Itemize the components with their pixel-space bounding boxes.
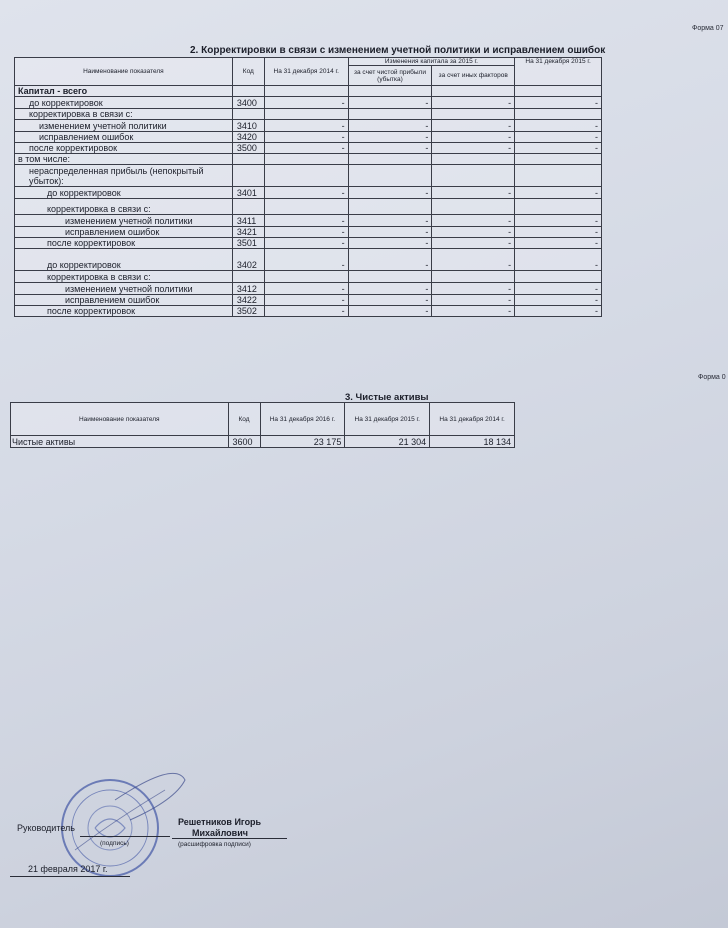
s3-header-name: Наименование показателя [11, 403, 229, 436]
row-name: в том числе: [15, 154, 233, 165]
form-label-mid: Форма 0 [698, 374, 726, 381]
row-value: - [348, 132, 432, 143]
row-code: 3411 [232, 215, 264, 227]
row-value: - [264, 306, 348, 317]
row-value: - [515, 143, 602, 154]
row-value: - [515, 97, 602, 109]
row-value: - [432, 215, 515, 227]
row-value: - [432, 306, 515, 317]
net-assets-2015: 21 304 [345, 436, 430, 448]
row-value [264, 165, 348, 187]
row-value [264, 109, 348, 120]
row-value: - [515, 187, 602, 199]
signature-caption: (подпись) [100, 840, 129, 847]
row-name: до корректировок [15, 249, 233, 271]
row-code [232, 109, 264, 120]
s3-header-2015: На 31 декабря 2015 г. [345, 403, 430, 436]
row-value [348, 154, 432, 165]
row-value [515, 109, 602, 120]
signature-role: Руководитель [17, 823, 75, 833]
row-value: - [432, 97, 515, 109]
row-value: - [515, 283, 602, 295]
row-value [348, 271, 432, 283]
row-value: - [264, 249, 348, 271]
row-value: - [264, 215, 348, 227]
row-value: - [264, 97, 348, 109]
table-row [15, 132, 602, 143]
header-date2: На 31 декабря 2015 г. [515, 58, 602, 86]
row-value: - [264, 143, 348, 154]
row-value [515, 271, 602, 283]
row-value [515, 165, 602, 187]
row-value: - [348, 295, 432, 306]
row-value: - [348, 143, 432, 154]
table-row [15, 227, 602, 238]
row-code: 3400 [232, 97, 264, 109]
table-row [15, 86, 602, 97]
row-code [232, 86, 264, 97]
row-value [348, 165, 432, 187]
row-value: - [432, 283, 515, 295]
row-value: - [515, 215, 602, 227]
row-value [264, 154, 348, 165]
name-line [172, 838, 287, 839]
signature-line [80, 836, 170, 837]
row-code [232, 154, 264, 165]
table-row [15, 154, 602, 165]
row-value [264, 199, 348, 215]
section2-title: 2. Корректировки в связи с изменением учетной политики и исправлением ошибок [190, 45, 606, 56]
row-value: - [348, 120, 432, 132]
header-date1: На 31 декабря 2014 г. [264, 58, 348, 86]
table-row [15, 97, 602, 109]
row-value: - [348, 227, 432, 238]
row-value [348, 86, 432, 97]
row-value: - [432, 238, 515, 249]
table-row [15, 283, 602, 295]
row-code: 3401 [232, 187, 264, 199]
row-value: - [348, 238, 432, 249]
row-value [432, 271, 515, 283]
row-name: исправлением ошибок [15, 132, 233, 143]
table-row [15, 238, 602, 249]
row-code [232, 199, 264, 215]
row-value [432, 86, 515, 97]
signatory-name-line1: Решетников Игорь [178, 817, 262, 827]
row-name: корректировка в связи с: [15, 199, 233, 215]
row-value [515, 86, 602, 97]
row-value: - [264, 187, 348, 199]
table-row [11, 436, 515, 448]
row-name: после корректировок [15, 238, 233, 249]
s3-header-2016: На 31 декабря 2016 г. [260, 403, 345, 436]
row-code [232, 165, 264, 187]
date-line [10, 876, 130, 877]
net-assets-2014: 18 134 [430, 436, 515, 448]
row-code [232, 271, 264, 283]
row-value: - [432, 143, 515, 154]
table-row [15, 306, 602, 317]
row-value: - [348, 283, 432, 295]
row-code: 3420 [232, 132, 264, 143]
row-value: - [515, 306, 602, 317]
row-value: - [432, 295, 515, 306]
row-name: исправлением ошибок [15, 227, 233, 238]
row-code: 3502 [232, 306, 264, 317]
row-value: - [515, 249, 602, 271]
row-value: - [515, 295, 602, 306]
row-value: - [264, 283, 348, 295]
row-value: - [432, 187, 515, 199]
table-row [15, 295, 602, 306]
row-value [432, 154, 515, 165]
row-value [432, 165, 515, 187]
net-assets-name: Чистые активы [11, 436, 229, 448]
row-name: изменением учетной политики [15, 215, 233, 227]
row-value [348, 199, 432, 215]
table-row [15, 215, 602, 227]
row-value: - [348, 97, 432, 109]
table-row [15, 199, 602, 215]
row-name: нераспределенная прибыль (непокрытый убыток): [15, 165, 233, 187]
s3-header-code: Код [228, 403, 260, 436]
row-name: Капитал - всего [15, 86, 233, 97]
row-code: 3501 [232, 238, 264, 249]
header-code: Код [232, 58, 264, 86]
row-value: - [264, 132, 348, 143]
row-value: - [515, 132, 602, 143]
row-value [515, 154, 602, 165]
row-name: изменением учетной политики [15, 120, 233, 132]
name-caption: (расшифровка подписи) [178, 841, 251, 848]
header-changes: Изменения капитала за 2015 г. [348, 58, 515, 66]
signature-date: 21 февраля 2017 г. [28, 864, 108, 874]
row-name: до корректировок [15, 187, 233, 199]
row-value: - [348, 215, 432, 227]
row-name: до корректировок [15, 97, 233, 109]
row-value [432, 109, 515, 120]
row-value: - [515, 227, 602, 238]
corrections-table [14, 57, 602, 317]
row-name: корректировка в связи с: [15, 109, 233, 120]
net-assets-table [10, 402, 515, 448]
row-value: - [348, 249, 432, 271]
row-value [348, 109, 432, 120]
section3-title: 3. Чистые активы [345, 392, 429, 403]
row-value: - [348, 306, 432, 317]
row-value: - [515, 238, 602, 249]
row-value [515, 199, 602, 215]
row-name: изменением учетной политики [15, 283, 233, 295]
table-row [15, 187, 602, 199]
row-value [432, 199, 515, 215]
net-assets-2016: 23 175 [260, 436, 345, 448]
row-code: 3410 [232, 120, 264, 132]
row-value: - [432, 132, 515, 143]
row-name: корректировка в связи с: [15, 271, 233, 283]
header-profit: за счет чистой прибыли (убытка) [348, 66, 432, 86]
row-value: - [264, 120, 348, 132]
row-code: 3500 [232, 143, 264, 154]
table-row [15, 271, 602, 283]
row-value: - [264, 238, 348, 249]
row-code: 3412 [232, 283, 264, 295]
row-value: - [515, 120, 602, 132]
signatory-name-line2: Михайлович [192, 828, 248, 838]
s3-header-2014: На 31 декабря 2014 г. [430, 403, 515, 436]
table-row [15, 249, 602, 271]
row-value: - [348, 187, 432, 199]
row-code: 3422 [232, 295, 264, 306]
row-value: - [432, 227, 515, 238]
row-name: исправлением ошибок [15, 295, 233, 306]
row-value: - [432, 249, 515, 271]
table-row [15, 143, 602, 154]
row-code: 3402 [232, 249, 264, 271]
row-value: - [264, 227, 348, 238]
table-row [15, 120, 602, 132]
header-other: за счет иных факторов [432, 66, 515, 86]
row-value [264, 271, 348, 283]
row-value: - [432, 120, 515, 132]
header-name: Наименование показателя [15, 58, 233, 86]
table-row [15, 165, 602, 187]
form-label-top: Форма 07 [692, 25, 724, 32]
table-row [15, 109, 602, 120]
row-code: 3421 [232, 227, 264, 238]
net-assets-code: 3600 [228, 436, 260, 448]
row-value: - [264, 295, 348, 306]
row-name: после корректировок [15, 306, 233, 317]
row-name: после корректировок [15, 143, 233, 154]
row-value [264, 86, 348, 97]
